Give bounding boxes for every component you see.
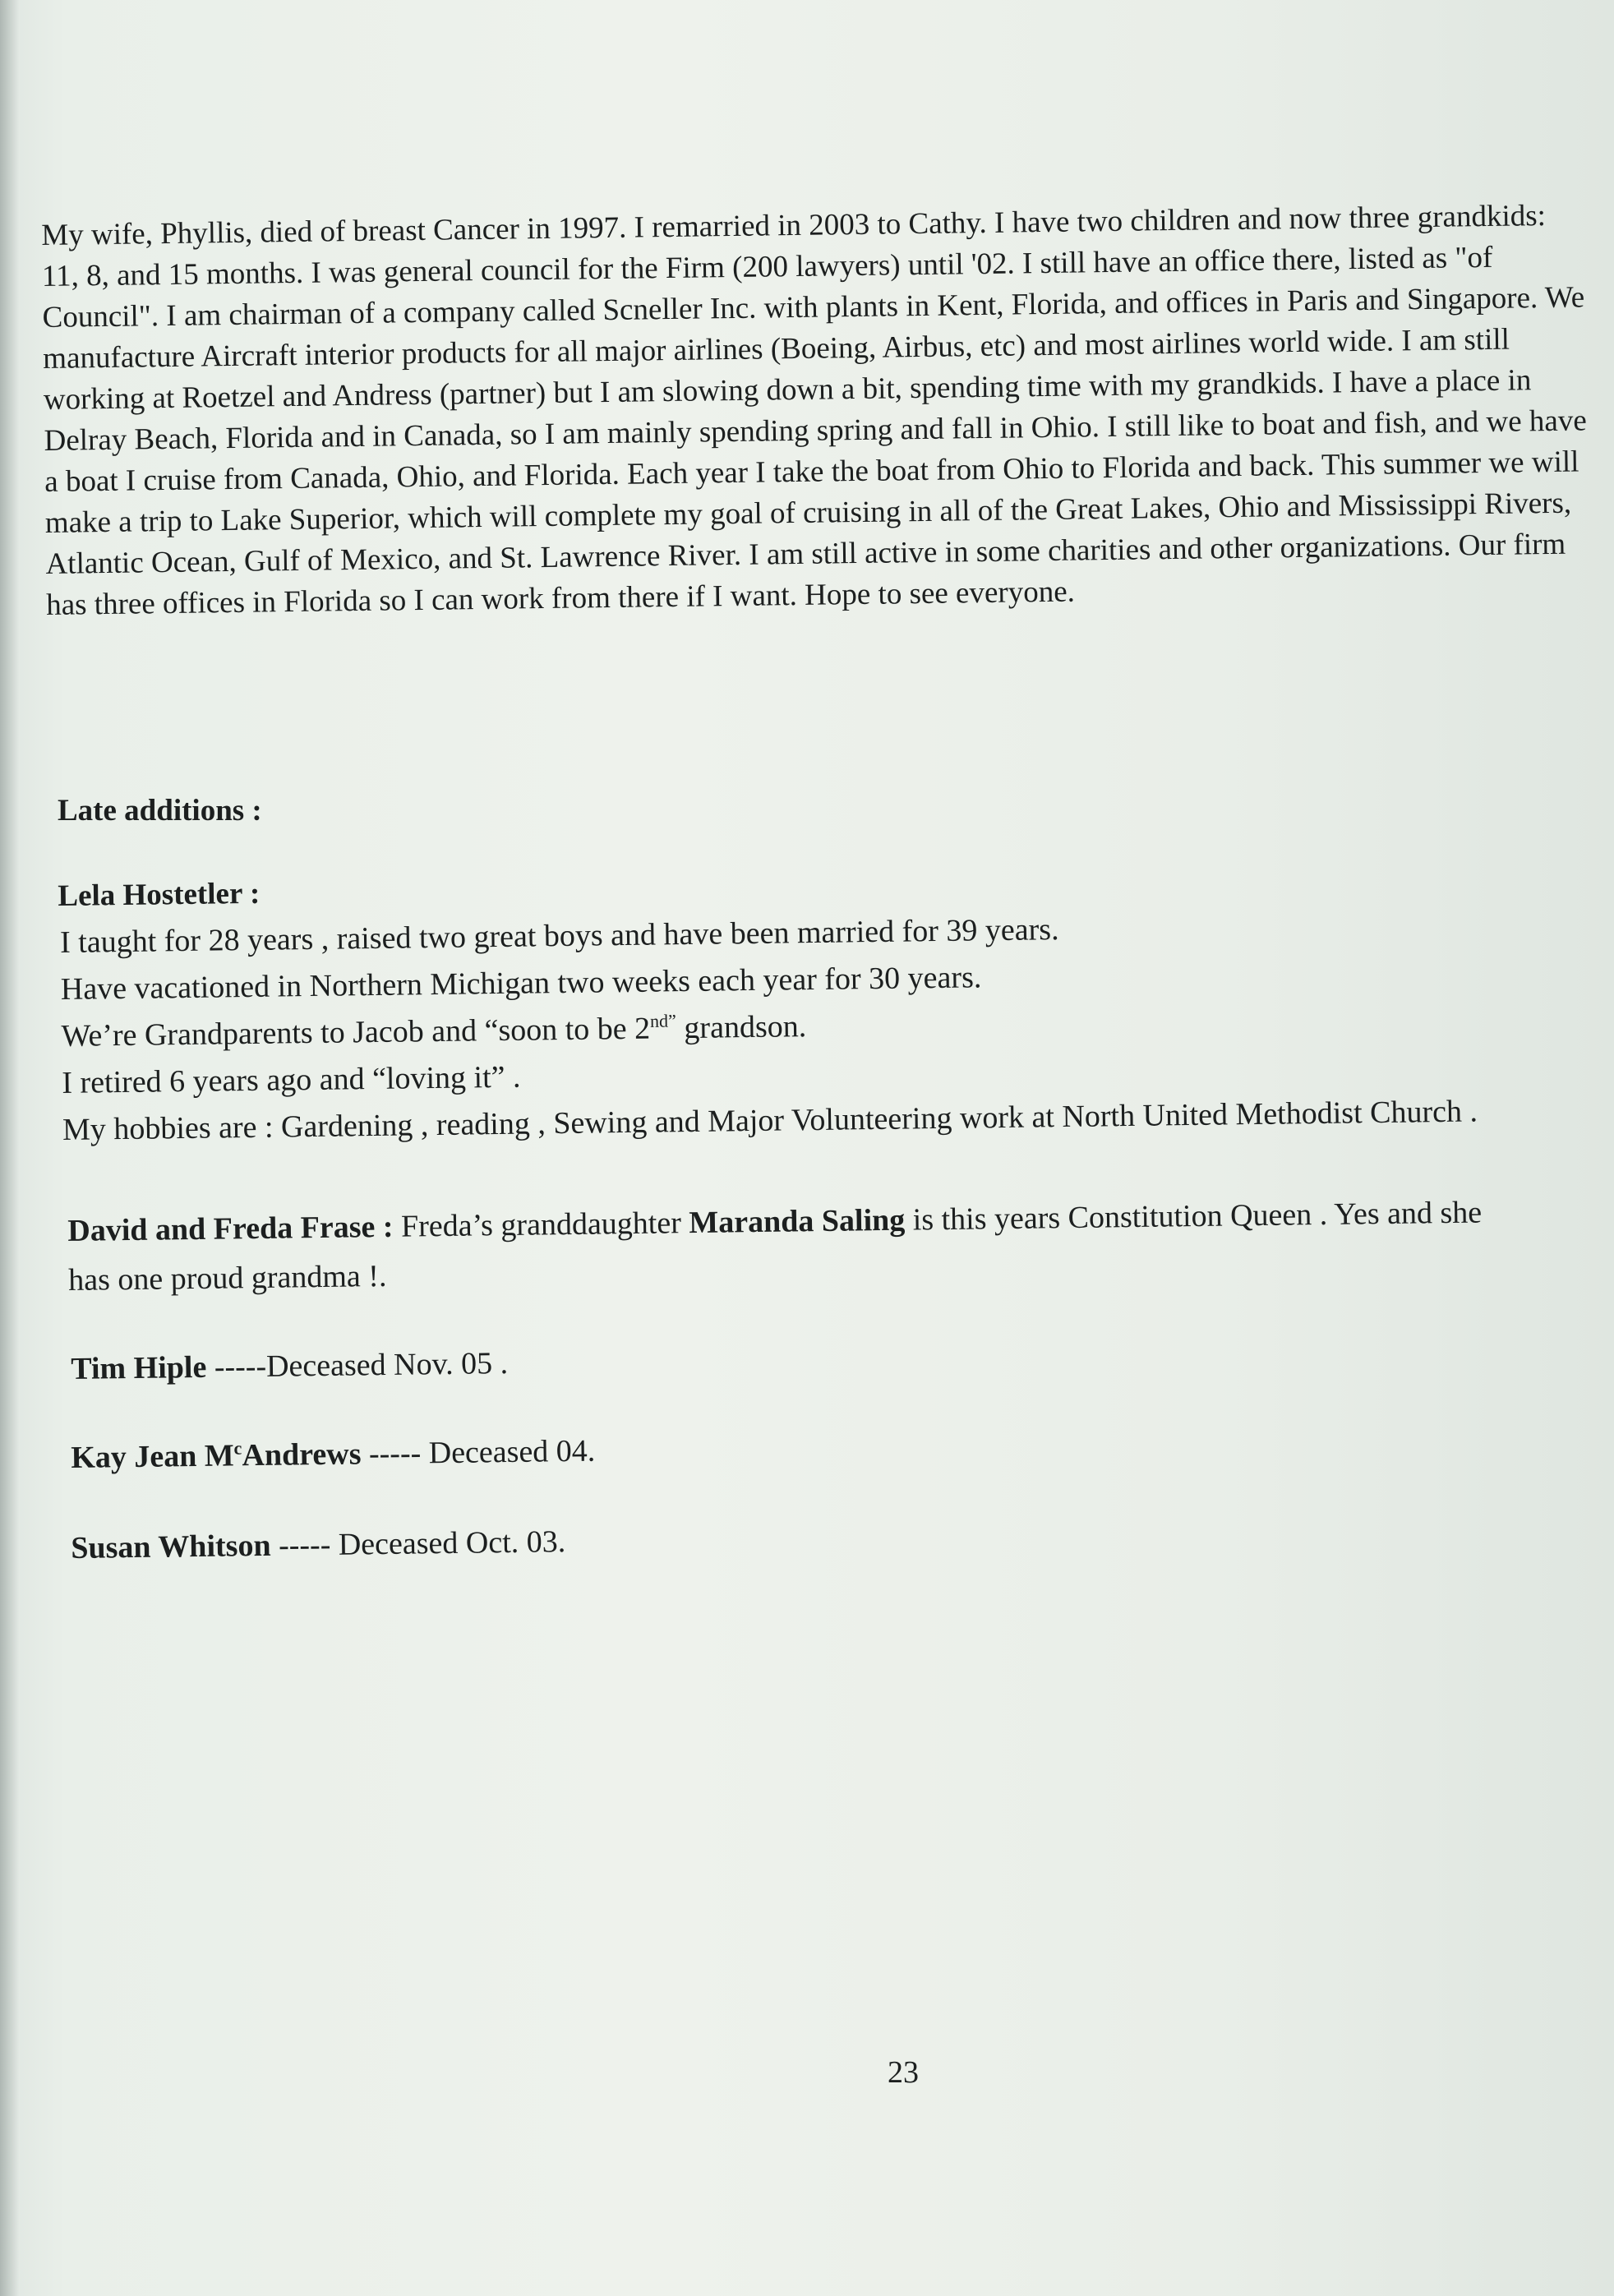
entry-name: Tim Hiple	[71, 1349, 207, 1386]
entry-name: Susan Whitson	[71, 1528, 271, 1565]
entry-line-text: grandson.	[676, 1009, 807, 1046]
entry-susan-whitson	[71, 1524, 566, 1566]
superscript-letter: c	[233, 1437, 242, 1459]
entry-text: ----- Deceased Oct. 03.	[270, 1524, 566, 1563]
entry-name: Lela Hostetler :	[58, 876, 261, 914]
intro-paragraph: My wife, Phyllis, died of breast Cancer in 1997. I remarried in 2003 to Cathy. I have two children and now three grandkids: 11, 8, and 15 months. I was general council for the Firm (200 lawyers) until '02. I still have an office there, listed as "of Council". I am chairman of a company called Scneller Inc. with plants in Kent, Florida, and offices in Paris and Singapore. We manufacture Aircraft interior products for all major airlines (Boeing, Airbus, etc) and most airlines world wide. I am still working at Roetzel and Andress (partner) but I am slowing down a bit, spending time with my grandkids. I have a place in Delray Beach, Florida and in Canada, so I am mainly spending spring and fall in Ohio. I still like to boat and fish, and we have a boat I cruise from Canada, Ohio, and Florida. Each year I take the boat from Ohio to Florida and back. This summer we will make a trip to Lake Superior, which will complete my goal of cruising in all of the Great Lakes, Ohio and Mississippi Rivers, Atlantic Ocean, Gulf of Mexico, and St. Lawrence River. I am still active in some charities and other organizations. Our firm has three offices in Florida so I can work from there if I want. Hope to see everyone.	[41, 199, 1588, 622]
entry-text: ----- Deceased 04.	[361, 1433, 596, 1472]
entry-text: Freda’s granddaughter	[393, 1206, 689, 1244]
entry-kay-jean-mcandrews	[71, 1433, 596, 1476]
entry-name-part: Kay Jean M	[71, 1438, 234, 1475]
highlighted-name: Maranda Saling	[689, 1202, 906, 1241]
entry-line: I taught for 28 years , raised two great boys and have been married for 39 years.	[59, 912, 1059, 960]
page-number: 23	[888, 2055, 919, 2090]
entry-lela-hostetler	[59, 852, 1607, 1154]
entry-name: David and Freda Frase :	[67, 1209, 394, 1248]
entry-line-text: We’re Grandparents to Jacob and “soon to be 2	[61, 1011, 651, 1053]
entry-name	[71, 1436, 362, 1475]
entry-line: My hobbies are : Gardening , reading , Sewing and Major Volunteering work at North United Methodist Church .	[62, 1094, 1478, 1147]
entry-text: is this years Constitution Queen . Yes and she has one proud grandma !.	[67, 1195, 1483, 1298]
late-additions-heading: Late additions :	[58, 794, 262, 828]
entry-line: I retired 6 years ago and “loving it” .	[62, 1059, 521, 1100]
entry-name-part: Andrews	[242, 1436, 362, 1473]
entry-david-freda-frase	[67, 1187, 1515, 1305]
superscript-ordinal: nd”	[649, 1010, 676, 1031]
entry-tim-hiple	[71, 1345, 508, 1387]
entry-line: Have vacationed in Northern Michigan two weeks each year for 30 years.	[60, 960, 982, 1007]
entry-text: -----Deceased Nov. 05 .	[206, 1346, 509, 1385]
